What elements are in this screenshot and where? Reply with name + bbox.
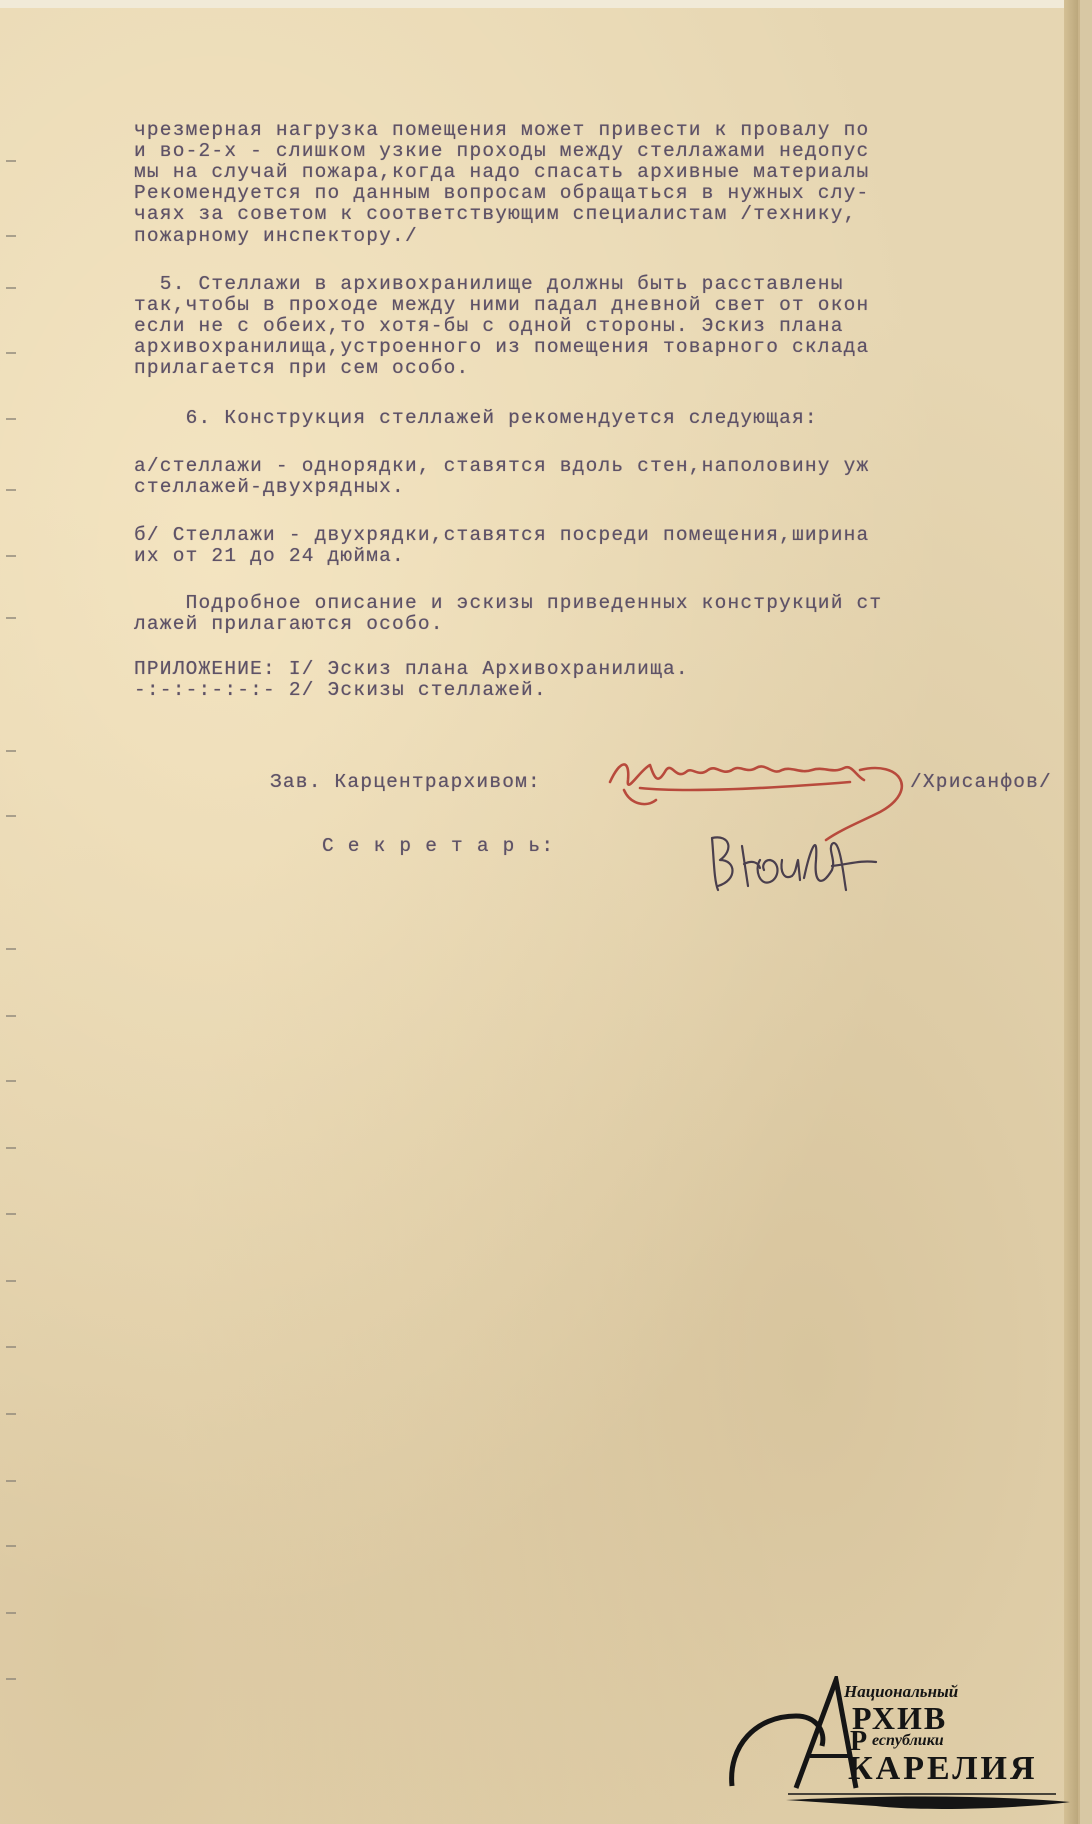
text-line: Подробное описание и эскизы приведенных конструкций ст bbox=[134, 592, 883, 614]
text-line: Рекомендуется по данным вопросам обращаться в нужных слу- bbox=[134, 182, 870, 204]
margin-tick bbox=[6, 160, 16, 162]
logo-line-national: Национальный bbox=[844, 1682, 959, 1701]
text-line: стеллажей-двухрядных. bbox=[134, 476, 405, 498]
margin-tick bbox=[6, 750, 16, 752]
text-line: лажей прилагаются особо. bbox=[134, 613, 444, 635]
margin-tick bbox=[6, 555, 16, 557]
margin-tick bbox=[6, 617, 16, 619]
text-line: их от 21 до 24 дюйма. bbox=[134, 545, 405, 567]
text-line: пожарному инспектору./ bbox=[134, 225, 418, 247]
text-line: ПРИЛОЖЕНИЕ: I/ Эскиз плана Архивохранилища. bbox=[134, 658, 689, 680]
margin-tick bbox=[6, 1413, 16, 1415]
margin-tick bbox=[6, 1678, 16, 1680]
logo-line-archive: РХИВ bbox=[852, 1700, 948, 1736]
margin-tick bbox=[6, 1346, 16, 1348]
text-line: 5. Стеллажи в архивохранилище должны быть расставлены bbox=[134, 273, 844, 295]
text-line: чрезмерная нагрузка помещения может привести к провалу по bbox=[134, 119, 870, 141]
margin-tick bbox=[6, 948, 16, 950]
margin-tick bbox=[6, 418, 16, 420]
margin-tick bbox=[6, 1545, 16, 1547]
margin-tick bbox=[6, 1280, 16, 1282]
text-line: б/ Стеллажи - двухрядки,ставятся посреди помещения,ширина bbox=[134, 524, 870, 546]
logo-initial-r: Р bbox=[850, 1726, 868, 1757]
margin-tick bbox=[6, 287, 16, 289]
secretary-signature-label: С е к р е т а р ь: bbox=[322, 835, 555, 857]
text-line: а/стеллажи - однорядки, ставятся вдоль стен,наполовину уж bbox=[134, 455, 870, 477]
logo-line-karelia: КАРЕЛИЯ bbox=[848, 1750, 1038, 1787]
margin-tick bbox=[6, 1080, 16, 1082]
margin-tick bbox=[6, 235, 16, 237]
logo-line-republic: еспублики bbox=[872, 1732, 944, 1749]
text-line: прилагается при сем особо. bbox=[134, 357, 470, 379]
page-top-strip bbox=[0, 0, 1080, 8]
margin-tick bbox=[6, 1147, 16, 1149]
text-line: так,чтобы в проходе между ними падал дневной свет от окон bbox=[134, 294, 870, 316]
archive-logo bbox=[726, 1676, 1076, 1816]
text-line: -:-:-:-:-:- 2/ Эскизы стеллажей. bbox=[134, 679, 547, 701]
text-line: архивохранилища,устроенного из помещения товарного склада bbox=[134, 336, 870, 358]
text-line: и во-2-х - слишком узкие проходы между стеллажами недопус bbox=[134, 140, 870, 162]
text-line: 6. Конструкция стеллажей рекомендуется следующая: bbox=[134, 407, 818, 429]
head-signature-name: /Хрисанфов/ bbox=[910, 771, 1052, 793]
text-line: если не с обеих,то хотя-бы с одной стороны. Эскиз плана bbox=[134, 315, 844, 337]
text-line: мы на случай пожара,когда надо спасать архивные материалы bbox=[134, 161, 870, 183]
secretary-signature-scribble bbox=[700, 820, 900, 910]
text-line: чаях за советом к соответствующим специалистам /технику, bbox=[134, 203, 857, 225]
margin-tick bbox=[6, 1213, 16, 1215]
margin-tick bbox=[6, 1612, 16, 1614]
margin-tick bbox=[6, 1480, 16, 1482]
margin-tick bbox=[6, 815, 16, 817]
margin-tick bbox=[6, 489, 16, 491]
margin-tick bbox=[6, 1015, 16, 1017]
head-signature-label: Зав. Карцентрархивом: bbox=[270, 771, 541, 793]
margin-tick bbox=[6, 352, 16, 354]
